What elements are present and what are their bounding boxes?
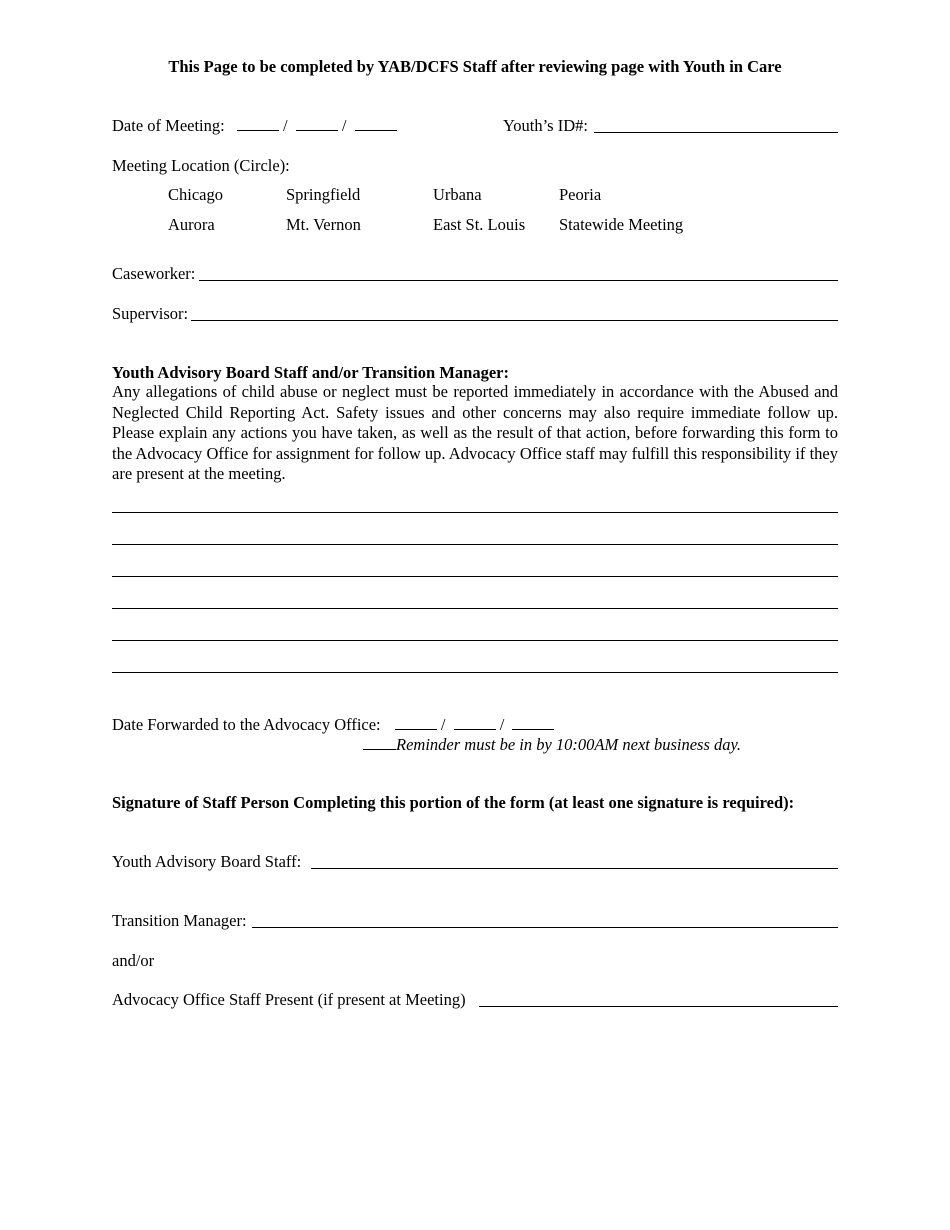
caseworker-field[interactable]: [199, 264, 838, 281]
youth-id-label: Youth’s ID#:: [503, 116, 588, 135]
location-option[interactable]: Springfield: [286, 185, 361, 204]
reminder-row: [363, 735, 741, 755]
date-of-meeting-row: [112, 116, 397, 136]
transition-manager-signature-field[interactable]: [252, 911, 838, 928]
yab-staff-signature-field[interactable]: [311, 852, 838, 869]
explanation-line[interactable]: [112, 608, 838, 609]
caseworker-label: Caseworker:: [112, 264, 196, 283]
explanation-line[interactable]: [112, 672, 838, 673]
signature-heading: Signature of Staff Person Completing this portion of the form (at least one signature is required):: [112, 793, 795, 812]
meeting-day-field[interactable]: [296, 116, 338, 131]
section-heading: Youth Advisory Board Staff and/or Transition Manager:: [112, 363, 509, 382]
location-option[interactable]: Aurora: [168, 215, 215, 234]
date-of-meeting-label: Date of Meeting:: [112, 116, 225, 135]
location-option[interactable]: Peoria: [559, 185, 602, 204]
explanation-line[interactable]: [112, 512, 838, 513]
date-separator: /: [282, 116, 288, 135]
date-separator: /: [440, 715, 446, 734]
location-option[interactable]: Urbana: [433, 185, 482, 204]
date-separator: /: [341, 116, 347, 135]
supervisor-field[interactable]: [191, 304, 838, 321]
date-forwarded-row: [112, 715, 554, 735]
yab-staff-label: Youth Advisory Board Staff:: [112, 852, 302, 871]
supervisor-label: Supervisor:: [112, 304, 189, 323]
location-option[interactable]: Chicago: [168, 185, 223, 204]
explanation-line[interactable]: [112, 576, 838, 577]
explanation-line[interactable]: [112, 544, 838, 545]
location-option[interactable]: Statewide Meeting: [559, 215, 684, 234]
section-instructions: Any allegations of child abuse or neglect must be reported immediately in accordance with the Abused and Neglected Child Reporting Act. Safety issues and other concerns may also require immediate follow up. Please explain any actions you have taken, as well as the result of that action, before forwarding this form to the Advocacy Office for assignment for follow up. Advocacy Office staff may fulfill this responsibility if they are present at the meeting.: [112, 382, 838, 483]
explanation-line[interactable]: [112, 640, 838, 641]
transition-manager-label: Transition Manager:: [112, 911, 247, 930]
reminder-text: Reminder must be in by 10:00AM next business day.: [396, 735, 742, 754]
forward-day-field[interactable]: [454, 715, 496, 730]
location-option[interactable]: Mt. Vernon: [286, 215, 361, 234]
page-title: This Page to be completed by YAB/DCFS Staff after reviewing page with Youth in Care: [168, 57, 782, 76]
forward-year-field[interactable]: [512, 715, 554, 730]
advocacy-staff-signature-field[interactable]: [479, 990, 838, 1007]
location-option[interactable]: East St. Louis: [433, 215, 526, 234]
reminder-checkbox-line[interactable]: [363, 735, 396, 750]
meeting-location-label: Meeting Location (Circle):: [112, 156, 290, 175]
forward-month-field[interactable]: [395, 715, 437, 730]
date-forwarded-label: Date Forwarded to the Advocacy Office:: [112, 715, 381, 734]
youth-id-field[interactable]: [594, 116, 838, 133]
meeting-year-field[interactable]: [355, 116, 397, 131]
meeting-month-field[interactable]: [237, 116, 279, 131]
and-or-text: and/or: [112, 951, 155, 970]
date-separator: /: [499, 715, 505, 734]
advocacy-staff-label: Advocacy Office Staff Present (if present at Meeting): [112, 990, 466, 1009]
